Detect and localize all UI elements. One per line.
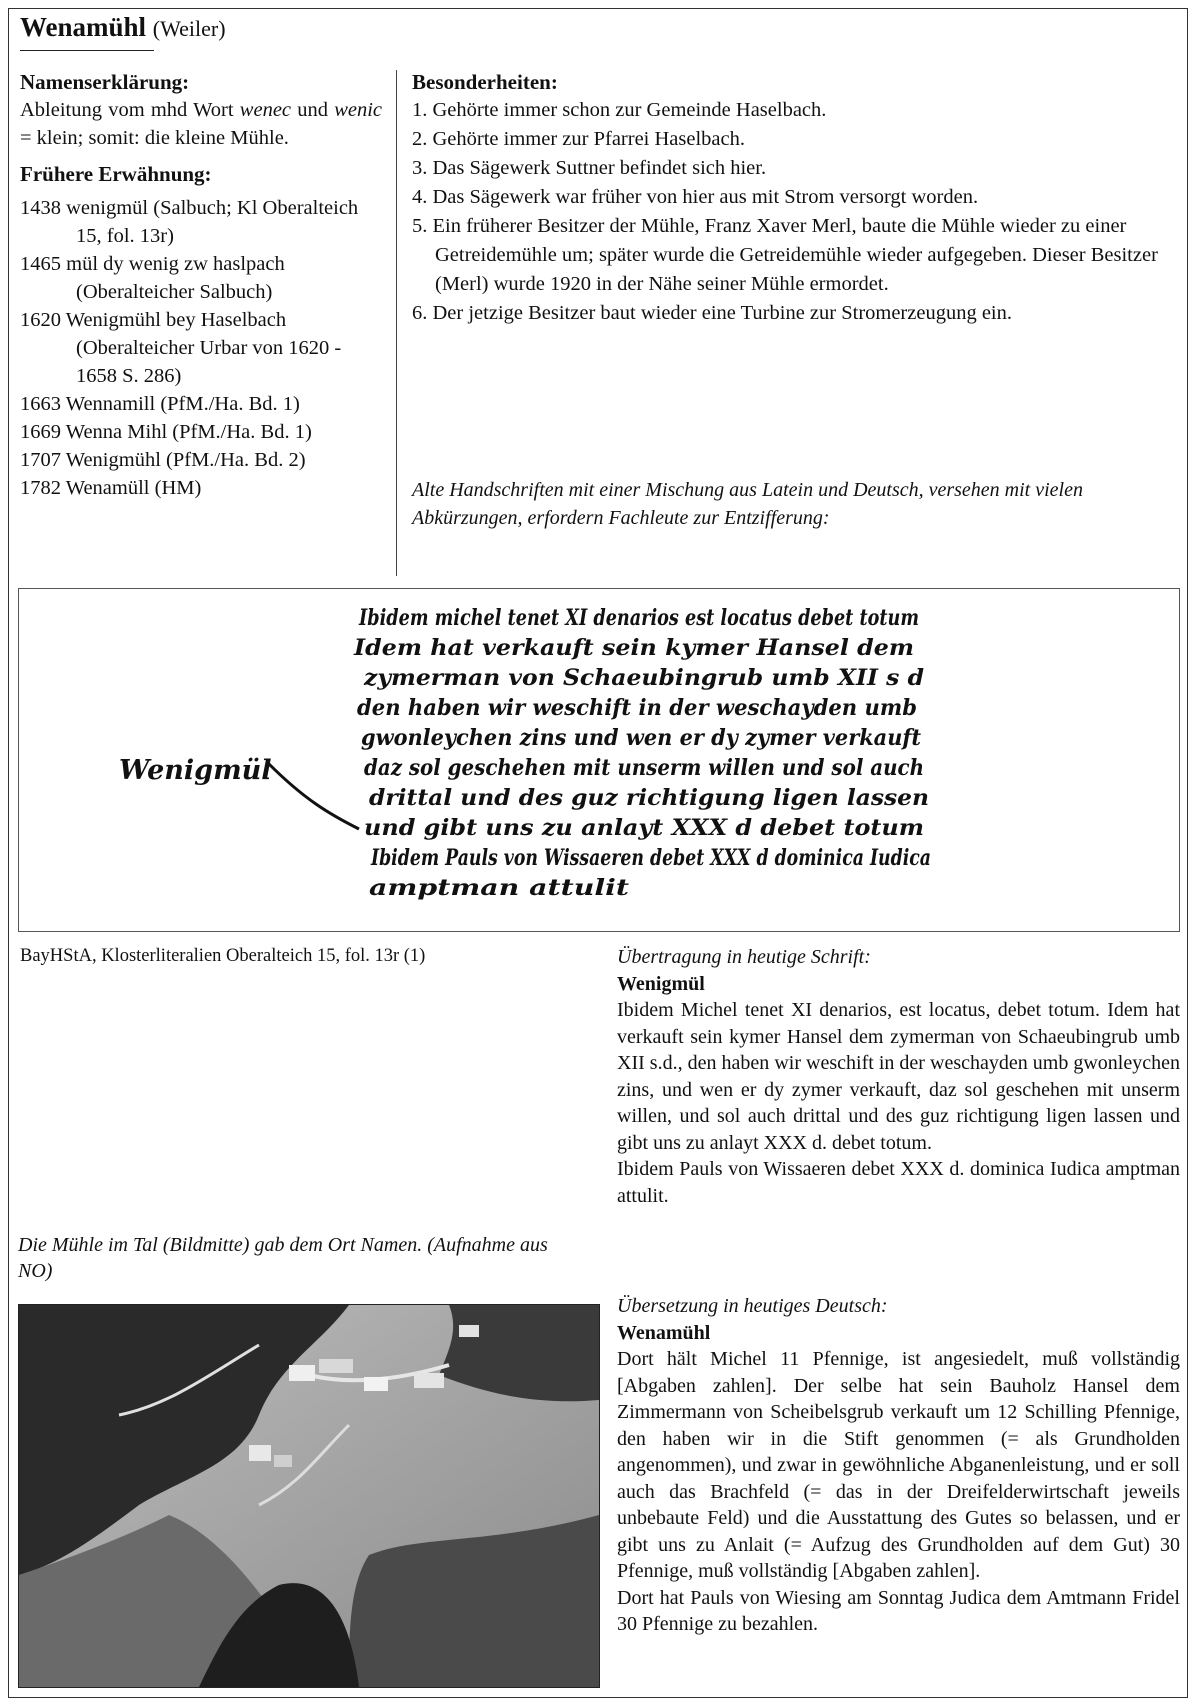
besonderheiten-heading: Besonderheiten: (412, 70, 558, 94)
manuscript-stroke (269, 764, 359, 829)
mention-entry: 1782 Wenamüll (HM) (20, 477, 202, 499)
manuscript-margin-word: Wenigmül (119, 755, 272, 786)
manuscript-image (18, 588, 1180, 932)
source-reference: BayHStA, Klosterliteralien Oberalteich 15, fol. 13r (1) (20, 946, 426, 966)
besonderheit-item: 5. Ein früherer Besitzer der Mühle, Franz Xaver Merl, baute die Mühle wieder zu einer Getreidemühle um; später wurde die Getreidemühle wieder aufgegeben. Dieser Besitzer (Merl) wurde 1920 in der Nähe seiner Mühle ermordet. (412, 215, 1158, 295)
transcription-heading: Übertragung in heutige Schrift: (617, 946, 871, 968)
photo-caption: Die Mühle im Tal (Bildmitte) gab dem Ort Namen. (Aufnahme aus NO) (18, 1234, 548, 1282)
manuscript-line: daz sol geschehen mit unserm willen und sol auch (364, 755, 924, 781)
mention-entry: 1707 Wenigmühl (PfM./Ha. Bd. 2) (20, 449, 306, 471)
besonderheit-item: 6. Der jetzige Besitzer baut wieder eine Turbine zur Stromerzeugung ein. (412, 302, 1013, 324)
besonderheit-item: 3. Das Sägewerk Suttner befindet sich hier. (412, 157, 767, 179)
column-divider (396, 70, 397, 576)
besonderheiten-list (412, 96, 1172, 328)
manuscript-line: Ibidem Pauls von Wissaeren debet XXX d dominica Iudica (370, 845, 931, 871)
manuscript-svg (19, 589, 1179, 931)
aerial-photo-svg (19, 1305, 599, 1687)
manuscript-note: Alte Handschriften mit einer Mischung aus Latein und Deutsch, versehen mit vielen Abkürzungen, erfordern Fachleute zur Entzifferung: (412, 479, 1083, 529)
mention-list (20, 194, 382, 502)
mention-entry: 1663 Wennamill (PfM./Ha. Bd. 1) (20, 393, 300, 415)
aerial-photo (18, 1304, 600, 1688)
manuscript-line: gwonleychen zins und wen er dy zymer verkauft (361, 725, 921, 751)
besonderheit-item: 2. Gehörte immer zur Pfarrei Haselbach. (412, 128, 745, 150)
left-column (20, 68, 382, 502)
manuscript-line: zymerman von Schaeubingrub umb XII s d (362, 665, 925, 691)
mention-entry: 1465 mül dy wenig zw haslpach (Oberalteicher Salbuch) (20, 253, 285, 303)
manuscript-line: den haben wir weschift in der weschayden umb (357, 695, 917, 721)
namenserklaerung-text: Ableitung vom mhd Wort wenec und wenic = klein; somit: die kleine Mühle. (20, 99, 383, 149)
transcription-body: Ibidem Michel tenet XI denarios, est locatus, debet totum. Idem hat verkauft sein kymer Hansel dem zymerman von Schaeubingrub umb XII s.d., den haben wir weschift in der weschayden umb gwonleychen zins, und wen er dy zymer verkauft, daz sol geschehen mit unserm willen, und sol auch drittal und des guz richtigung ligen lassen und gibt uns zu anlayt XXX d. debet totum. (617, 999, 1180, 1154)
right-column (412, 68, 1172, 529)
translation-body: Dort hält Michel 11 Pfennige, ist angesiedelt, muß vollständig [Abgaben zahlen]. Der selbe hat sein Bauholz Hansel dem Zimmermann von Scheibelsgrub verkauft um 12 Schilling Pfennige, den haben wir in die Stift genommen (= als Grundholden angenommen), und zwar in gewöhnliche Abganenleistung, und er soll auch das Brachfeld (= das in der Dreifelderwirtschaft jeweils unbebaute Feld) und die Ausstattung des Gutes so belassen, und er gibt uns zu Anlait (= Aufzug des Grundholden auf dem Gut) 30 Pfennige, muß vollständig [Abgaben zahlen]. (617, 1348, 1180, 1582)
translation-block (617, 1293, 1180, 1638)
translation-title: Wenamühl (617, 1321, 711, 1344)
manuscript-line: drittal und des guz richtigung ligen lassen (369, 785, 929, 811)
mention-entry: 1620 Wenigmühl bey Haselbach (Oberalteicher Urbar von 1620 - 1658 S. 286) (20, 309, 342, 387)
transcription-block (617, 944, 1180, 1209)
besonderheit-item: 1. Gehörte immer schon zur Gemeinde Haselbach. (412, 99, 827, 121)
besonderheit-item: 4. Das Sägewerk war früher von hier aus mit Strom versorgt worden. (412, 186, 979, 208)
translation-heading: Übersetzung in heutiges Deutsch: (617, 1295, 888, 1317)
transcription-body-2: Ibidem Pauls von Wissaeren debet XXX d. dominica Iudica amptman attulit. (617, 1158, 1180, 1207)
transcription-title: Wenigmül (617, 972, 705, 995)
fruehere-erwaehnung-heading: Frühere Erwähnung: (20, 162, 212, 186)
translation-body-2: Dort hat Pauls von Wiesing am Sonntag Judica dem Amtmann Fridel 30 Pfennige zu bezahlen. (617, 1586, 1180, 1635)
manuscript-line: Ibidem michel tenet XI denarios est locatus debet totum (358, 605, 919, 631)
manuscript-line: Idem hat verkauft sein kymer Hansel dem (352, 635, 914, 661)
mention-entry: 1669 Wenna Mihl (PfM./Ha. Bd. 1) (20, 421, 312, 443)
namenserklaerung-heading: Namenserklärung: (20, 70, 190, 94)
manuscript-line: und gibt uns zu anlayt XXX d debet totum (364, 815, 924, 841)
mention-entry: 1438 wenigmül (Salbuch; Kl Oberalteich 15, fol. 13r) (20, 197, 359, 247)
place-type: (Weiler) (152, 16, 226, 41)
title-underline (20, 50, 154, 51)
manuscript-line: amptman attulit (369, 875, 629, 901)
page-title (20, 12, 226, 43)
place-name: Wenamühl (20, 12, 147, 42)
